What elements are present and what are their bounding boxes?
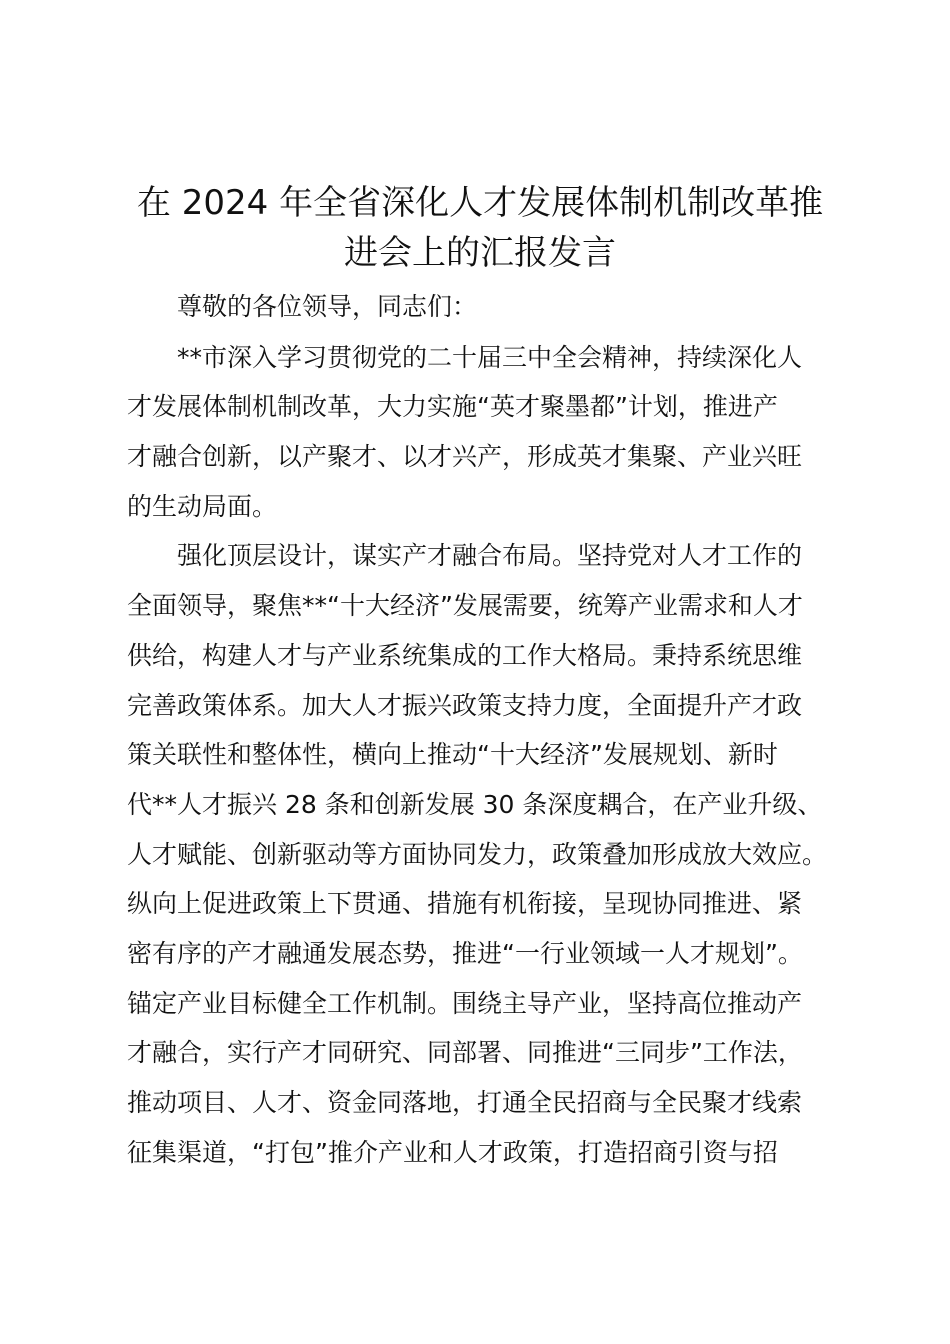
paragraph-line: 纵向上促进政策上下贯通、措施有机衔接，呈现协同推进、紧 bbox=[127, 889, 803, 919]
paragraph-line: 推动项目、人才、资金同落地，打通全民招商与全民聚才线索 bbox=[127, 1088, 803, 1117]
paragraph-line: 策关联性和整体性，横向上推动“十大经济”发展规划、新时 bbox=[127, 740, 778, 770]
paragraph-line: 的生动局面。 bbox=[127, 491, 278, 521]
paragraph-line: 供给，构建人才与产业系统集成的工作大格局。秉持系统思维 bbox=[127, 640, 803, 670]
paragraph-line: 全面领导，聚焦**“十大经济”发展需要，统筹产业需求和人才 bbox=[127, 591, 803, 621]
paragraph-line: 代**人才振兴 28 条和创新发展 30 条深度耦合，在产业升级、 bbox=[127, 789, 823, 819]
title-line-2: 进会上的汇报发言 bbox=[344, 233, 616, 273]
title-line-1: 在 2024 年全省深化人才发展体制机制改革推 bbox=[136, 183, 824, 223]
paragraph-line: 锚定产业目标健全工作机制。围绕主导产业，坚持高位推动产 bbox=[127, 988, 803, 1018]
paragraph-line: 密有序的产才融通发展态势，推进“一行业领域一人才规划”。 bbox=[127, 938, 803, 968]
salutation: 尊敬的各位领导，同志们： bbox=[177, 292, 478, 321]
paragraph-line: 人才赋能、创新驱动等方面协同发力，政策叠加形成放大效应。 bbox=[127, 839, 828, 869]
paragraph-line: **市深入学习贯彻党的二十届三中全会精神，持续深化人 bbox=[177, 342, 803, 372]
paragraph-line: 才发展体制机制改革，大力实施“英才聚墨都”计划，推进产 bbox=[127, 392, 778, 422]
document-title bbox=[100, 178, 860, 278]
paragraph-line: 完善政策体系。加大人才振兴政策支持力度，全面提升产才政 bbox=[127, 690, 803, 720]
paragraph-line: 征集渠道，“打包”推介产业和人才政策，打造招商引资与招 bbox=[127, 1137, 778, 1167]
paragraph-line: 才融合，实行产才同研究、同部署、同推进“三同步”工作法， bbox=[127, 1038, 803, 1068]
paragraph-line: 才融合创新，以产聚才、以才兴产，形成英才集聚、产业兴旺 bbox=[127, 442, 803, 472]
paragraph-intro bbox=[127, 333, 857, 532]
document-body bbox=[127, 282, 857, 1177]
paragraph-top-level-design bbox=[127, 531, 857, 1177]
paragraph-line: 强化顶层设计，谋实产才融合布局。坚持党对人才工作的 bbox=[177, 541, 803, 571]
